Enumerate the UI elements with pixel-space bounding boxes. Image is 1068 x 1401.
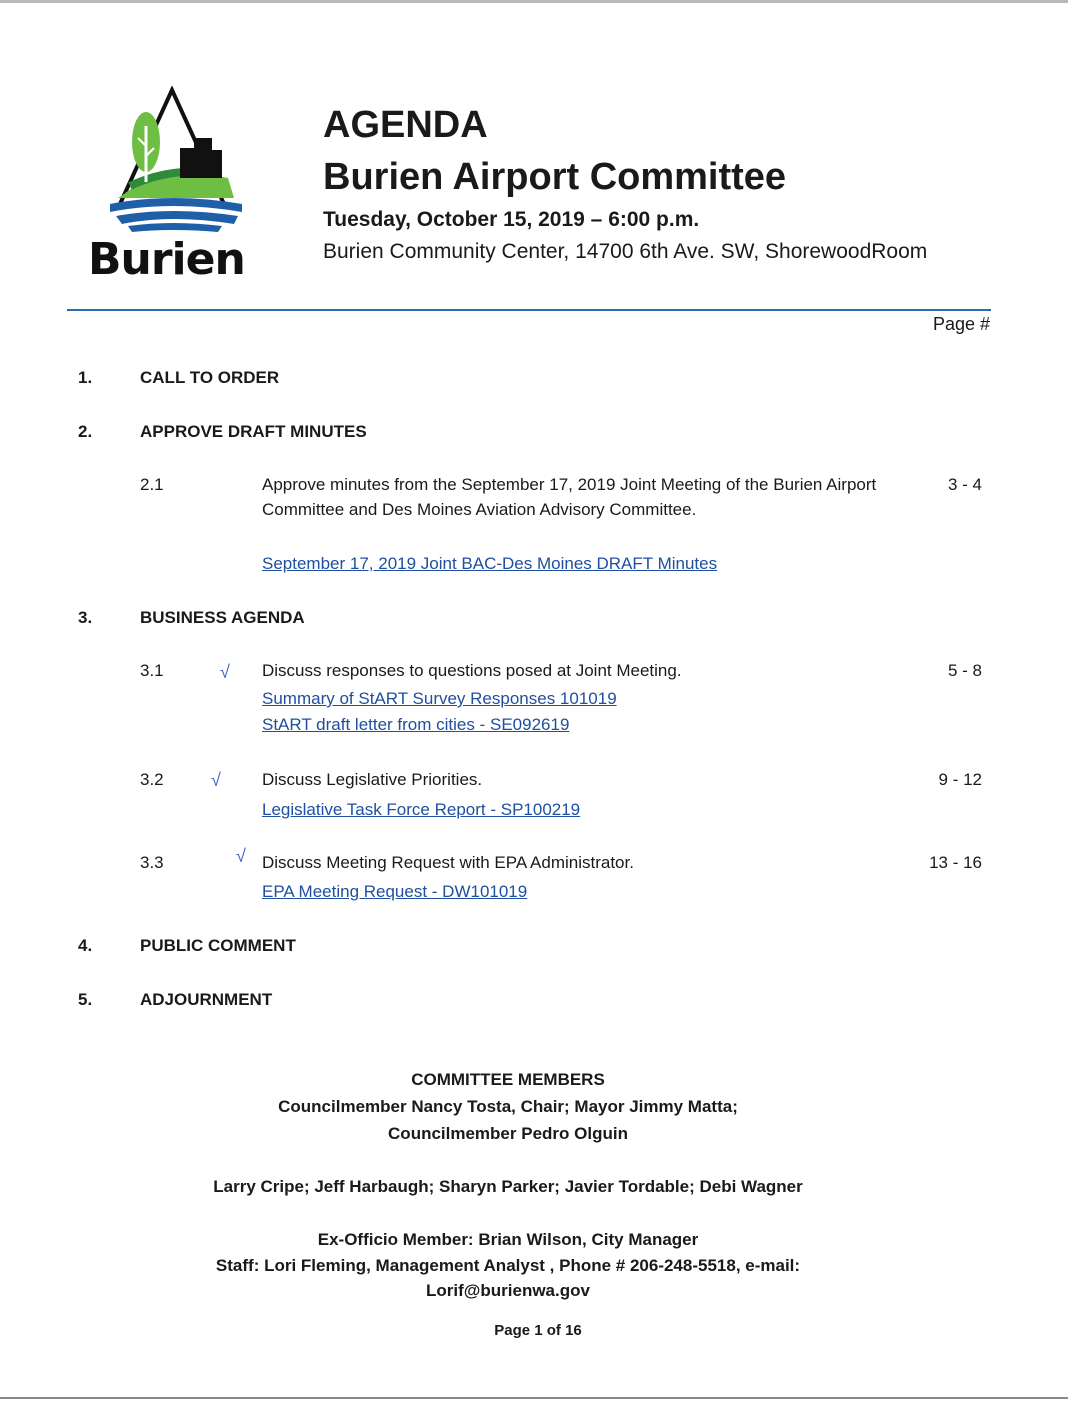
- staff-email: Lorif@burienwa.gov: [426, 1281, 590, 1300]
- committee-members-heading: COMMITTEE MEMBERS: [411, 1070, 605, 1089]
- check-mark-icon: √: [220, 662, 230, 682]
- burien-logo-icon: [102, 86, 246, 236]
- survey-responses-link[interactable]: Summary of StART Survey Responses 101019: [262, 689, 617, 708]
- item-number: 3.2: [140, 770, 164, 789]
- committee-name: Burien Airport Committee: [323, 156, 787, 198]
- item-number: 3.1: [140, 661, 164, 680]
- burien-logo: [88, 86, 260, 286]
- agenda-title: AGENDA: [323, 104, 488, 146]
- check-mark-icon: √: [236, 846, 246, 866]
- item-number: 2.1: [140, 475, 164, 494]
- section-title-public-comment: PUBLIC COMMENT: [140, 936, 296, 955]
- section-number: 3.: [78, 608, 93, 627]
- check-mark-icon: √: [211, 770, 221, 790]
- minutes-link[interactable]: September 17, 2019 Joint BAC-Des Moines DRAFT Minutes: [262, 554, 718, 573]
- page-number: Page 1 of 16: [494, 1322, 582, 1339]
- section-number: 1.: [78, 368, 93, 387]
- section-number: 5.: [78, 990, 93, 1009]
- meeting-date: Tuesday, October 15, 2019 – 6:00 p.m.: [323, 208, 700, 231]
- page-column-header: Page #: [933, 314, 991, 334]
- section-title-business-agenda: BUSINESS AGENDA: [140, 608, 305, 627]
- scan-top-edge: [0, 0, 1068, 3]
- ex-officio-member: Ex-Officio Member: Brian Wilson, City Manager: [317, 1230, 699, 1249]
- members-line-1: Councilmember Nancy Tosta, Chair; Mayor Jimmy Matta;: [278, 1097, 738, 1116]
- meeting-location: Burien Community Center, 14700 6th Ave. SW, ShorewoodRoom: [323, 240, 928, 263]
- item-page-range: 9 - 12: [938, 770, 982, 789]
- section-number: 4.: [78, 936, 93, 955]
- section-title-approve-draft-minutes: APPROVE DRAFT MINUTES: [140, 422, 367, 441]
- item-page-range: 5 - 8: [947, 661, 982, 680]
- header-divider: [67, 309, 991, 311]
- legislative-report-link[interactable]: Legislative Task Force Report - SP100219: [262, 800, 581, 819]
- item-page-range: 3 - 4: [947, 475, 982, 494]
- draft-letter-link[interactable]: StART draft letter from cities - SE092619: [262, 715, 570, 734]
- item-page-range: 13 - 16: [929, 853, 982, 872]
- section-number: 2.: [78, 422, 93, 441]
- item-number: 3.3: [140, 853, 164, 872]
- item-description: Discuss Legislative Priorities.: [262, 770, 483, 789]
- section-title-adjournment: ADJOURNMENT: [140, 990, 273, 1009]
- item-description: Discuss responses to questions posed at Joint Meeting.: [262, 661, 682, 680]
- section-title-call-to-order: CALL TO ORDER: [140, 368, 280, 387]
- scan-bottom-edge: [0, 1397, 1068, 1399]
- item-description: Discuss Meeting Request with EPA Administrator.: [262, 853, 634, 872]
- logo-wordmark: Burien: [88, 234, 245, 285]
- members-line-2: Councilmember Pedro Olguin: [388, 1124, 628, 1143]
- item-description: Approve minutes from the September 17, 2019 Joint Meeting of the Burien Airport Committee and Des Moines Aviation Advisory Committee.: [262, 475, 877, 519]
- epa-request-link[interactable]: EPA Meeting Request - DW101019: [262, 882, 528, 901]
- staff-contact: Staff: Lori Fleming, Management Analyst , Phone # 206-248-5518, e-mail:: [215, 1256, 801, 1275]
- other-members: Larry Cripe; Jeff Harbaugh; Sharyn Parker; Javier Tordable; Debi Wagner: [213, 1177, 803, 1196]
